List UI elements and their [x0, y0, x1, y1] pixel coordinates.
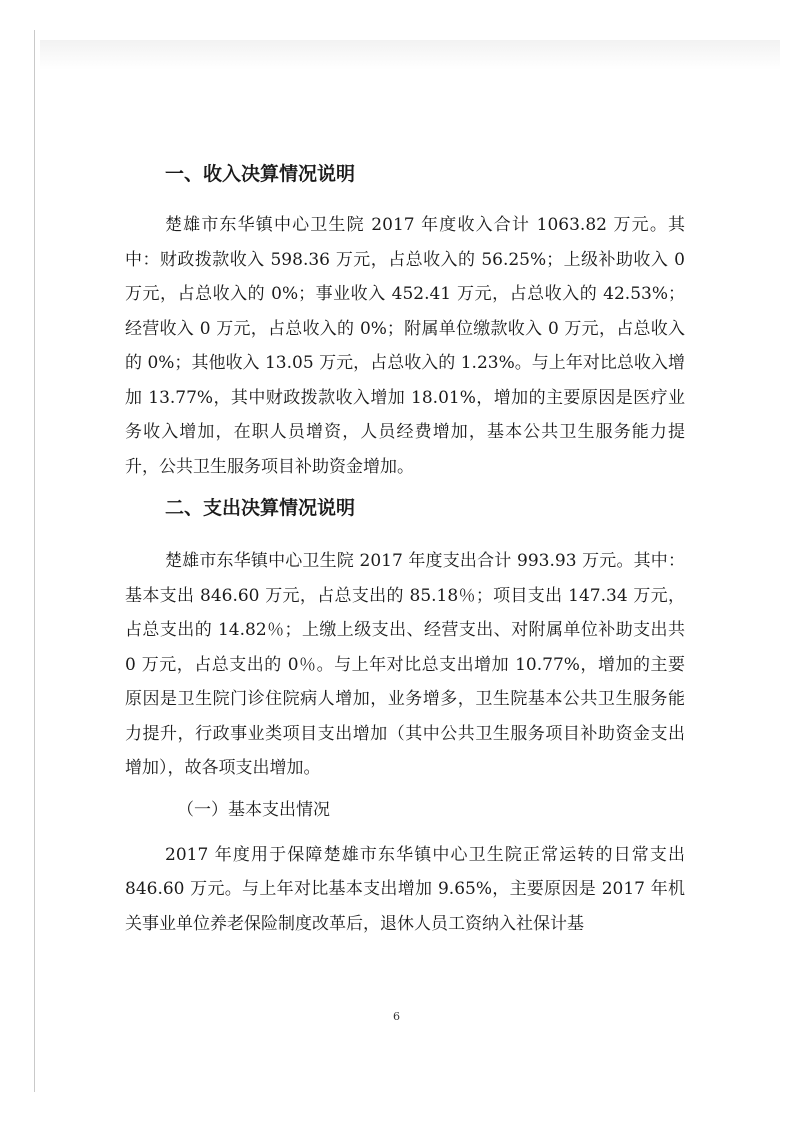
document-body — [125, 150, 685, 951]
section-expenditure-paragraph: 楚雄市东华镇中心卫生院 2017 年度支出合计 993.93 万元。其中：基本支出 846.60 万元，占总支出的 85.18％；项目支出 147.34 万元，占总支出的 14.82％；上缴上级支出、经营支出、对附属单位补助支出共 0 万元，占总支出的 0％。与上年对比总支出增加 10.77%，增加的主要原因是卫生院门诊住院病人增加，业务增多，卫生院基本公共卫生服务能力提升，行政事业类项目支出增加（其中公共卫生服务项目补助资金支出增加），故各项支出增加。 — [125, 551, 685, 778]
scan-edge-line — [34, 30, 35, 1092]
section-expenditure-heading: 二、支出决算情况说明 — [165, 497, 356, 519]
section-income-paragraph: 楚雄市东华镇中心卫生院 2017 年度收入合计 1063.82 万元。其中：财政拨款收入 598.36 万元，占总收入的 56.25%；上级补助收入 0 万元，占总收入的 0%；事业收入 452.41 万元，占总收入的 42.53%；经营收入 0 万元，占总收入的 0%；附属单位缴款收入 0 万元，占总收入的 0%；其他收入 13.05 万元，占总收入的 1.23%。与上年对比总收入增加 13.77%，其中财政拨款收入增加 18.01%，增加的主要原因是医疗业务收入增加，在职人员增资，人员经费增加，基本公共卫生服务能力提升，公共卫生服务项目补助资金增加。 — [125, 215, 685, 477]
page-number: 6 — [393, 1010, 400, 1023]
subsection-basic-expenditure-paragraph: 2017 年度用于保障楚雄市东华镇中心卫生院正常运转的日常支出 846.60 万元。与上年对比基本支出增加 9.65%，主要原因是 2017 年机关事业单位养老保险制度改革后，退休人员工资纳入社保计基 — [125, 844, 685, 934]
subsection-basic-expenditure-heading: （一）基本支出情况 — [177, 799, 330, 820]
scan-top-shadow — [40, 40, 780, 70]
section-income-heading: 一、收入决算情况说明 — [165, 163, 356, 185]
